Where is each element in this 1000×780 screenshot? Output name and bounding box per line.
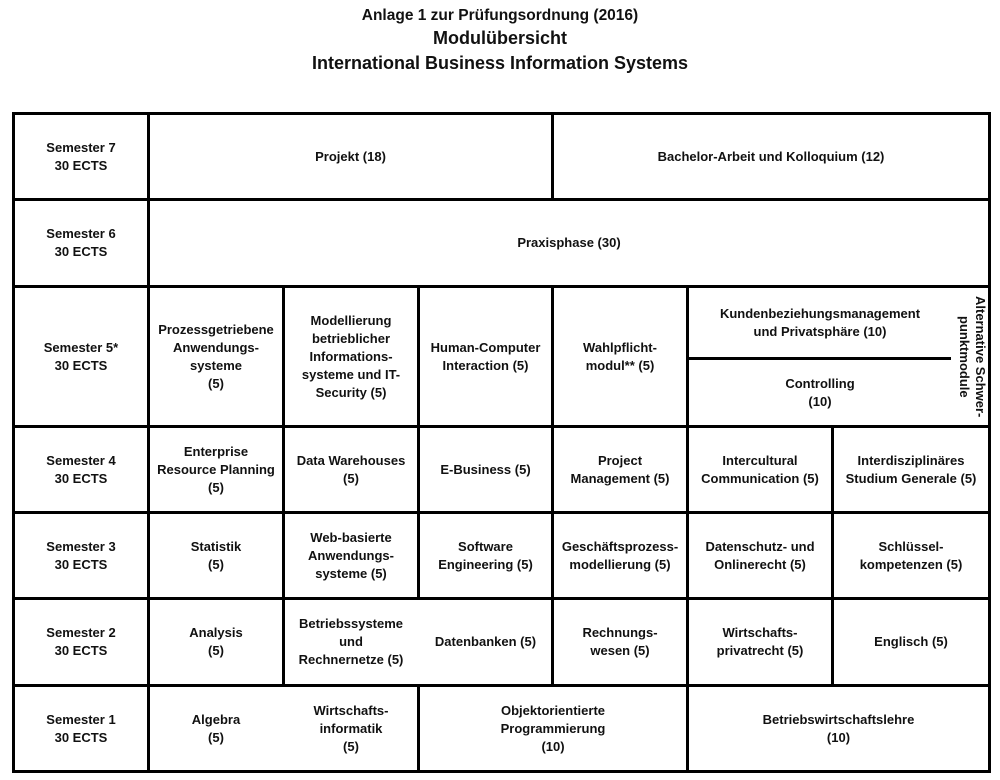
module-data-warehouses: Data Warehouses (5) xyxy=(296,452,406,486)
module-e-business: E-Business (5) xyxy=(440,461,531,477)
alternative-focus-modules-note: Alternative Schwer- punktmodule xyxy=(957,296,988,418)
semester-3-label: Semester 3 30 ECTS xyxy=(46,538,116,572)
module-software-engineering: Software Engineering (5) xyxy=(438,538,533,572)
module-schluesselkompetenzen: Schlüssel- kompetenzen (5) xyxy=(859,538,963,572)
module-intercultural-communication: Intercultural Communication (5) xyxy=(701,452,819,486)
module-bachelor-arbeit: Bachelor-Arbeit und Kolloquium (12) xyxy=(657,148,885,164)
module-englisch: Englisch (5) xyxy=(874,634,948,649)
module-controlling: Controlling (10) xyxy=(785,375,855,409)
module-geschaeftsprozessmodellierung: Geschäftsprozess- modellierung (5) xyxy=(561,538,679,572)
module-datenbanken: Datenbanken (5) xyxy=(434,634,537,649)
module-betriebswirtschaftslehre: Betriebswirtschaftslehre (10) xyxy=(762,711,915,745)
module-web-basierte-anwendungssysteme: Web-basierte Anwendungs- systeme (5) xyxy=(308,529,394,581)
overview-title: Modulübersicht xyxy=(433,28,567,48)
semester-1-label: Semester 1 30 ECTS xyxy=(46,711,116,745)
module-modellierung-it-security: Modellierung betrieblicher Informations- systeme und IT- Security (5) xyxy=(301,312,401,400)
module-statistik: Statistik (5) xyxy=(190,538,242,572)
module-studium-generale: Interdisziplinäres Studium Generale (5) xyxy=(845,452,977,486)
module-project-management: Project Management (5) xyxy=(570,452,670,486)
appendix-title: Anlage 1 zur Prüfungsordnung (2016) xyxy=(361,7,639,24)
module-kundenbeziehungsmanagement: Kundenbeziehungsmanagement und Privatsphäre (10) xyxy=(719,305,921,339)
module-objektorientierte-programmierung: Objektorientierte Programmierung (10) xyxy=(500,702,606,754)
semester-4-label: Semester 4 30 ECTS xyxy=(46,452,116,486)
semester-2-label: Semester 2 30 ECTS xyxy=(46,625,116,658)
program-title: International Business Information Systems xyxy=(311,53,689,73)
module-projekt: Projekt (18) xyxy=(315,148,386,164)
module-wirtschaftsinformatik: Wirtschafts- informatik (5) xyxy=(313,702,389,754)
semester-7-label: Semester 7 30 ECTS xyxy=(46,139,116,173)
module-rechnungswesen: Rechnungs- wesen (5) xyxy=(582,625,658,658)
semester-5-label: Semester 5* 30 ECTS xyxy=(43,339,119,373)
module-wirtschaftsprivatrecht: Wirtschafts- privatrecht (5) xyxy=(716,625,804,658)
module-human-computer-interaction: Human-Computer Interaction (5) xyxy=(430,339,541,373)
module-betriebssysteme-rechnernetze: Betriebssysteme und Rechnernetze (5) xyxy=(298,616,404,667)
module-analysis: Analysis (5) xyxy=(189,625,243,658)
semester-6-label: Semester 6 30 ECTS xyxy=(46,226,116,259)
module-algebra: Algebra (5) xyxy=(191,711,241,745)
module-wahlpflichtmodul: Wahlpflicht- modul** (5) xyxy=(583,339,657,373)
module-datenschutz-onlinerecht: Datenschutz- und Onlinerecht (5) xyxy=(705,538,815,572)
module-erp: Enterprise Resource Planning (5) xyxy=(157,443,275,495)
module-prozessgetriebene-anwendungssysteme: Prozessgetriebene Anwendungs- systeme (5) xyxy=(158,321,274,391)
module-praxisphase: Praxisphase (30) xyxy=(517,235,621,250)
document-header xyxy=(0,5,1000,76)
module-overview-table xyxy=(12,112,991,773)
